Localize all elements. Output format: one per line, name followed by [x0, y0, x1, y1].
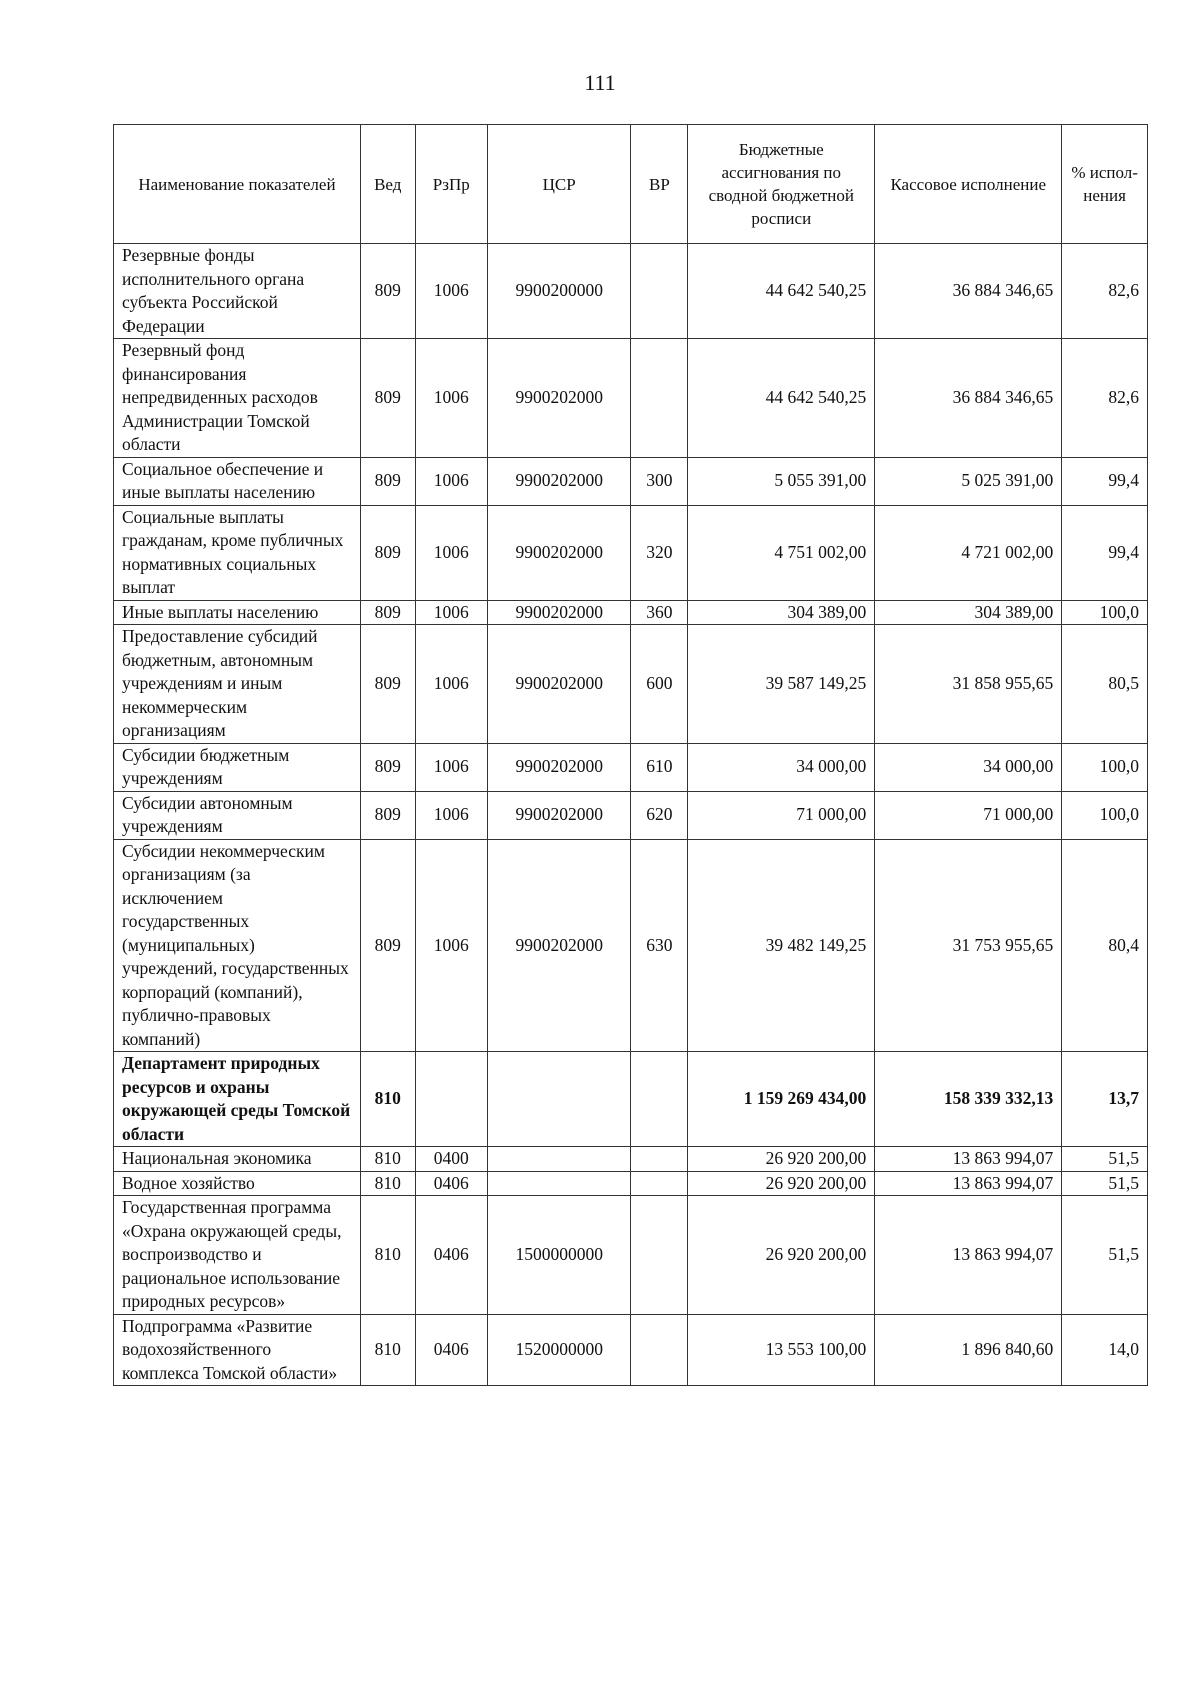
cell-name: Субсидии некоммерческим организациям (за исключением государственных (муниципальных) учреждений, государственных корпораций (компаний), публично-правовых компаний): [114, 839, 361, 1052]
cell-assignments: 71 000,00: [688, 791, 875, 839]
cell-percent: 51,5: [1062, 1147, 1148, 1172]
cell-name: Водное хозяйство: [114, 1171, 361, 1196]
cell-ved: 809: [360, 791, 415, 839]
cell-rzpr: 1006: [415, 791, 487, 839]
cell-percent: 100,0: [1062, 600, 1148, 625]
cell-percent: 82,6: [1062, 339, 1148, 458]
cell-vr: 630: [631, 839, 688, 1052]
cell-assignments: 34 000,00: [688, 743, 875, 791]
cell-csr: 9900202000: [487, 600, 631, 625]
cell-percent: 80,4: [1062, 839, 1148, 1052]
cell-assignments: 44 642 540,25: [688, 339, 875, 458]
cell-assignments: 26 920 200,00: [688, 1147, 875, 1172]
cell-cash-execution: 31 858 955,65: [875, 625, 1062, 744]
cell-cash-execution: 5 025 391,00: [875, 457, 1062, 505]
header-assignments: Бюджетные ассигнования по сводной бюджетной росписи: [688, 125, 875, 244]
cell-csr: 1500000000: [487, 1196, 631, 1315]
cell-rzpr: 0400: [415, 1147, 487, 1172]
cell-rzpr: 1006: [415, 505, 487, 600]
cell-ved: 809: [360, 600, 415, 625]
cell-vr: [631, 244, 688, 339]
cell-cash-execution: 13 863 994,07: [875, 1147, 1062, 1172]
cell-cash-execution: 36 884 346,65: [875, 339, 1062, 458]
cell-percent: 13,7: [1062, 1052, 1148, 1147]
cell-cash-execution: 34 000,00: [875, 743, 1062, 791]
cell-csr: [487, 1147, 631, 1172]
table-row: [114, 1196, 1148, 1315]
cell-rzpr: 1006: [415, 600, 487, 625]
cell-ved: 809: [360, 625, 415, 744]
cell-ved: 810: [360, 1196, 415, 1315]
table-row: [114, 743, 1148, 791]
cell-csr: 9900202000: [487, 339, 631, 458]
cell-cash-execution: 158 339 332,13: [875, 1052, 1062, 1147]
cell-vr: [631, 1171, 688, 1196]
table-row: [114, 791, 1148, 839]
cell-vr: [631, 1147, 688, 1172]
cell-name: Национальная экономика: [114, 1147, 361, 1172]
cell-csr: 1520000000: [487, 1314, 631, 1386]
cell-rzpr: 1006: [415, 457, 487, 505]
cell-name: Социальное обеспечение и иные выплаты населению: [114, 457, 361, 505]
table-row: [114, 600, 1148, 625]
cell-cash-execution: 36 884 346,65: [875, 244, 1062, 339]
table-row: [114, 457, 1148, 505]
cell-name: Резервные фонды исполнительного органа субъекта Российской Федерации: [114, 244, 361, 339]
cell-percent: 51,5: [1062, 1196, 1148, 1315]
table-row: [114, 839, 1148, 1052]
cell-cash-execution: 4 721 002,00: [875, 505, 1062, 600]
cell-rzpr: 1006: [415, 625, 487, 744]
cell-csr: 9900202000: [487, 791, 631, 839]
cell-percent: 14,0: [1062, 1314, 1148, 1386]
cell-name: Субсидии автономным учреждениям: [114, 791, 361, 839]
table-row: [114, 1052, 1148, 1147]
cell-assignments: 13 553 100,00: [688, 1314, 875, 1386]
cell-rzpr: 0406: [415, 1196, 487, 1315]
cell-cash-execution: 13 863 994,07: [875, 1196, 1062, 1315]
table-header-row: [114, 125, 1148, 244]
cell-vr: 360: [631, 600, 688, 625]
table-row: [114, 1147, 1148, 1172]
cell-ved: 810: [360, 1052, 415, 1147]
cell-percent: 82,6: [1062, 244, 1148, 339]
table-row: [114, 244, 1148, 339]
cell-name: Субсидии бюджетным учреждениям: [114, 743, 361, 791]
cell-assignments: 304 389,00: [688, 600, 875, 625]
cell-percent: 80,5: [1062, 625, 1148, 744]
cell-ved: 810: [360, 1314, 415, 1386]
cell-rzpr: 1006: [415, 839, 487, 1052]
cell-vr: [631, 339, 688, 458]
cell-ved: 809: [360, 743, 415, 791]
cell-cash-execution: 304 389,00: [875, 600, 1062, 625]
cell-assignments: 26 920 200,00: [688, 1171, 875, 1196]
page-number: 111: [584, 70, 616, 95]
cell-ved: 809: [360, 457, 415, 505]
cell-percent: 99,4: [1062, 505, 1148, 600]
cell-rzpr: 0406: [415, 1171, 487, 1196]
cell-assignments: 26 920 200,00: [688, 1196, 875, 1315]
cell-cash-execution: 1 896 840,60: [875, 1314, 1062, 1386]
cell-vr: [631, 1196, 688, 1315]
cell-vr: 300: [631, 457, 688, 505]
cell-ved: 809: [360, 505, 415, 600]
cell-rzpr: 1006: [415, 339, 487, 458]
cell-ved: 809: [360, 839, 415, 1052]
cell-percent: 99,4: [1062, 457, 1148, 505]
cell-rzpr: 0406: [415, 1314, 487, 1386]
cell-csr: [487, 1171, 631, 1196]
cell-ved: 809: [360, 339, 415, 458]
cell-name: Предоставление субсидий бюджетным, автономным учреждениям и иным некоммерческим организациям: [114, 625, 361, 744]
cell-assignments: 5 055 391,00: [688, 457, 875, 505]
header-vr: ВР: [631, 125, 688, 244]
cell-rzpr: 1006: [415, 244, 487, 339]
header-csr: ЦСР: [487, 125, 631, 244]
cell-ved: 809: [360, 244, 415, 339]
cell-csr: 9900202000: [487, 839, 631, 1052]
cell-csr: 9900202000: [487, 743, 631, 791]
cell-assignments: 39 587 149,25: [688, 625, 875, 744]
cell-csr: 9900200000: [487, 244, 631, 339]
table-row: [114, 625, 1148, 744]
cell-csr: 9900202000: [487, 625, 631, 744]
cell-assignments: 39 482 149,25: [688, 839, 875, 1052]
cell-assignments: 1 159 269 434,00: [688, 1052, 875, 1147]
cell-percent: 100,0: [1062, 791, 1148, 839]
cell-name: Департамент природных ресурсов и охраны окружающей среды Томской области: [114, 1052, 361, 1147]
cell-vr: 620: [631, 791, 688, 839]
budget-execution-table: [113, 124, 1148, 1386]
cell-vr: 610: [631, 743, 688, 791]
cell-percent: 100,0: [1062, 743, 1148, 791]
cell-ved: 810: [360, 1171, 415, 1196]
cell-cash-execution: 71 000,00: [875, 791, 1062, 839]
table-row: [114, 505, 1148, 600]
header-ved: Вед: [360, 125, 415, 244]
cell-rzpr: 1006: [415, 743, 487, 791]
cell-csr: 9900202000: [487, 457, 631, 505]
cell-assignments: 4 751 002,00: [688, 505, 875, 600]
table-row: [114, 339, 1148, 458]
cell-percent: 51,5: [1062, 1171, 1148, 1196]
cell-name: Государственная программа «Охрана окружающей среды, воспроизводство и рациональное использование природных ресурсов»: [114, 1196, 361, 1315]
cell-name: Резервный фонд финансирования непредвиденных расходов Администрации Томской области: [114, 339, 361, 458]
cell-name: Социальные выплаты гражданам, кроме публичных нормативных социальных выплат: [114, 505, 361, 600]
table-row: [114, 1314, 1148, 1386]
cell-vr: 320: [631, 505, 688, 600]
cell-ved: 810: [360, 1147, 415, 1172]
cell-name: Подпрограмма «Развитие водохозяйственного комплекса Томской области»: [114, 1314, 361, 1386]
cell-csr: 9900202000: [487, 505, 631, 600]
cell-csr: [487, 1052, 631, 1147]
cell-vr: [631, 1314, 688, 1386]
cell-assignments: 44 642 540,25: [688, 244, 875, 339]
table-row: [114, 1171, 1148, 1196]
header-name: Наименование показателей: [114, 125, 361, 244]
header-rzpr: РзПр: [415, 125, 487, 244]
cell-rzpr: [415, 1052, 487, 1147]
cell-cash-execution: 13 863 994,07: [875, 1171, 1062, 1196]
header-cash-execution: Кассовое исполнение: [875, 125, 1062, 244]
cell-vr: [631, 1052, 688, 1147]
cell-name: Иные выплаты населению: [114, 600, 361, 625]
header-percent-execution: % испол-нения: [1062, 125, 1148, 244]
cell-cash-execution: 31 753 955,65: [875, 839, 1062, 1052]
cell-vr: 600: [631, 625, 688, 744]
